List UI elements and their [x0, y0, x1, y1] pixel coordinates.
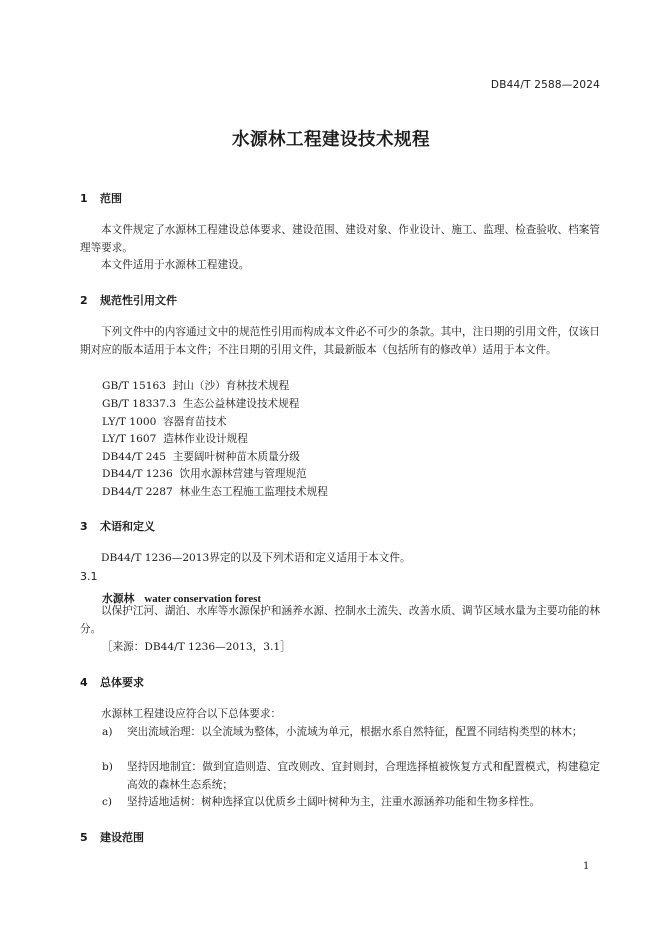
section-2-heading — [80, 292, 177, 308]
reference-item — [102, 396, 299, 411]
reference-item — [102, 449, 300, 464]
section-title: 范围 — [100, 192, 122, 205]
section-title: 规范性引用文件 — [100, 294, 177, 307]
reference-item — [102, 466, 307, 481]
list-text: 突出流域治理：以全流域为整体，小流域为单元，根据水系自然特征，配置不同结构类型的林木； — [127, 726, 583, 738]
reference-code: GB/T 15163 — [102, 380, 166, 392]
reference-name: 林业生态工程施工监理技术规程 — [179, 486, 328, 498]
section-4-paragraph-1: 水源林工程建设应符合以下总体要求： — [101, 708, 282, 720]
reference-code: GB/T 18337.3 — [102, 398, 177, 410]
list-marker: b) — [102, 761, 113, 773]
reference-name: 容器育苗技术 — [163, 416, 227, 428]
reference-code: DB44/T 1236 — [102, 468, 173, 480]
reference-code: DB44/T 2287 — [102, 486, 173, 498]
list-text: 坚持适地适树：树种选择宜以优质乡土阔叶树种为主，注重水源涵养功能和生物多样性。 — [127, 796, 541, 808]
section-1-paragraph-1: 本文件规定了水源林工程建设总体要求、建设范围、建设对象、作业设计、施工、监理、检查验收、档案管理等要求。 — [80, 224, 600, 254]
document-number: DB44/T 2588—2024 — [490, 79, 600, 91]
document-title: 水源林工程建设技术规程 — [232, 130, 430, 150]
section-title: 建设范围 — [100, 831, 144, 844]
list-marker: a) — [102, 726, 113, 738]
reference-name: 饮用水源林营建与管理规范 — [179, 468, 307, 480]
section-1-paragraph-2: 本文件适用于水源林工程建设。 — [101, 259, 250, 271]
term-source: ［来源：DB44/T 1236—2013，3.1］ — [102, 641, 291, 653]
section-4-heading — [80, 674, 144, 690]
subsection-number: 3.1 — [80, 570, 98, 583]
reference-name: 封山（沙）育林技术规程 — [172, 380, 290, 392]
list-text: 坚持因地制宜：做到宜造则造、宜改则改、宜封则封，合理选择植被恢复方式和配置模式，构建稳定高效的森林生态系统； — [127, 761, 600, 791]
section-1-heading — [80, 190, 122, 206]
term-chinese: 水源林 — [102, 592, 135, 605]
section-title: 总体要求 — [100, 676, 144, 689]
section-number: 3 — [80, 520, 88, 533]
reference-item — [102, 414, 227, 429]
section-title: 术语和定义 — [100, 520, 155, 533]
list-marker: c) — [102, 796, 113, 808]
term-definition: 以保护江河、湖泊、水库等水源保护和涵养水源、控制水土流失、改善水质、调节区域水量为主要功能的林分。 — [80, 605, 600, 635]
reference-item — [102, 484, 328, 499]
page-number: 1 — [583, 861, 590, 872]
list-item — [102, 724, 600, 742]
reference-item — [102, 378, 289, 393]
term-english: water conservation forest — [144, 593, 261, 605]
reference-code: DB44/T 245 — [102, 451, 166, 463]
reference-code: LY/T 1000 — [102, 416, 157, 428]
section-number: 5 — [80, 831, 88, 844]
section-2-paragraph-1: 下列文件中的内容通过文中的规范性引用而构成本文件必不可少的条款。其中，注日期的引用文件，仅该日期对应的版本适用于本文件；不注日期的引用文件，其最新版本（包括所有的修改单）适用于本文件。 — [80, 326, 600, 356]
reference-name: 主要阔叶树种苗木质量分级 — [172, 451, 300, 463]
reference-item — [102, 431, 248, 446]
list-item — [102, 794, 600, 812]
section-3-heading — [80, 518, 155, 534]
section-5-heading — [80, 829, 144, 845]
reference-code: LY/T 1607 — [102, 433, 157, 445]
list-item — [102, 759, 600, 794]
section-number: 1 — [80, 192, 88, 205]
section-number: 4 — [80, 676, 88, 689]
section-number: 2 — [80, 294, 88, 307]
section-3-paragraph-1: DB44/T 1236—2013界定的以及下列术语和定义适用于本文件。 — [101, 552, 411, 564]
reference-name: 造林作业设计规程 — [163, 433, 248, 445]
reference-name: 生态公益林建设技术规程 — [182, 398, 300, 410]
